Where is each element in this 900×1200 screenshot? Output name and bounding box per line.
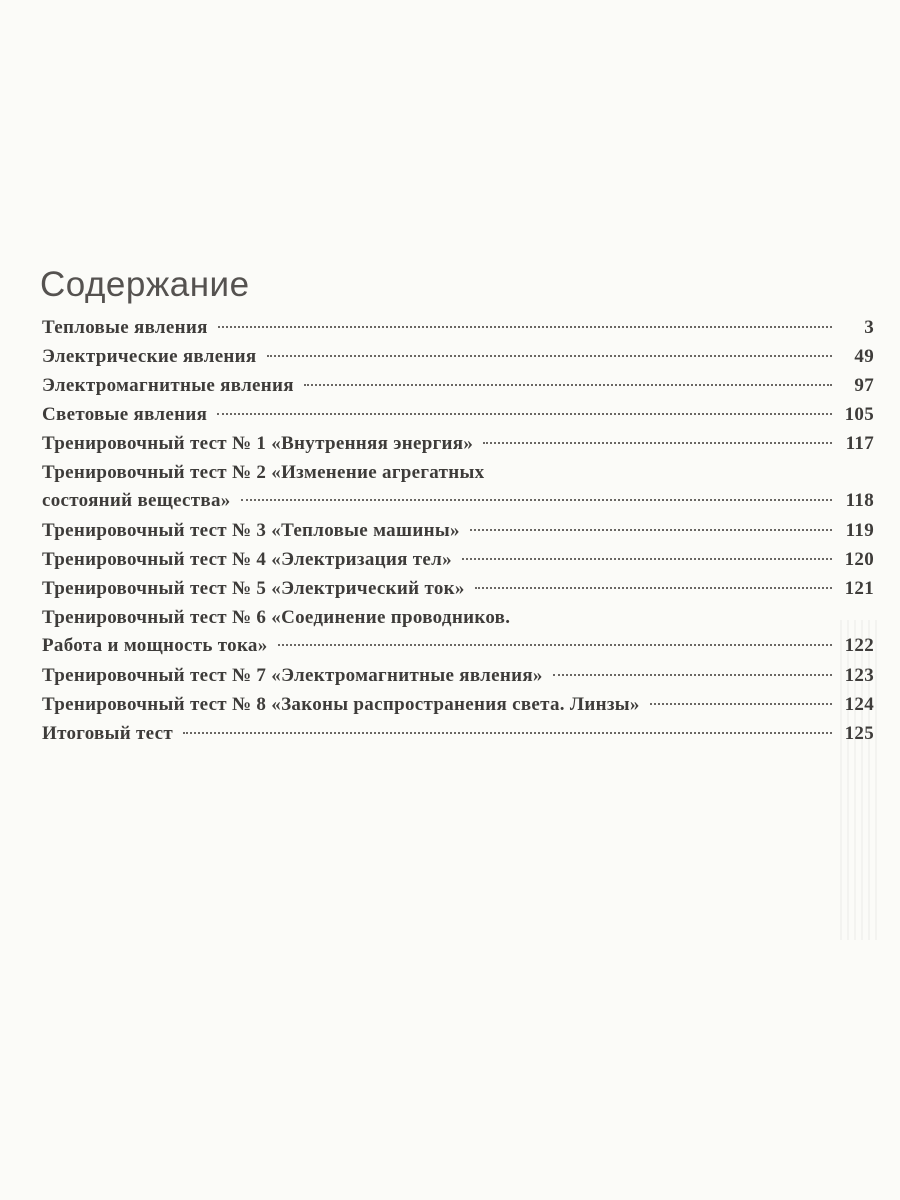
toc-entry-title-continuation: состояний вещества» — [42, 490, 231, 511]
toc-page-number: 125 — [844, 723, 874, 744]
toc-entry — [42, 343, 874, 371]
toc-entry-title: Световые явления — [42, 404, 208, 425]
toc-entry — [42, 662, 874, 690]
toc-entry-title: Тренировочный тест № 7 «Электромагнитные явления» — [42, 665, 543, 686]
toc-entry — [42, 372, 874, 400]
toc-entry-title: Тренировочный тест № 6 «Соединение проводников. — [42, 607, 511, 628]
toc-page-number: 117 — [845, 433, 874, 454]
toc-entry-title: Электрические явления — [42, 346, 257, 367]
toc-page-number: 120 — [844, 549, 874, 570]
toc-entry — [42, 604, 874, 660]
toc-entry — [42, 691, 874, 719]
toc-entry — [42, 314, 874, 342]
dot-leader — [462, 558, 832, 560]
dot-leader — [278, 644, 832, 646]
toc-entry — [42, 546, 874, 574]
toc-entry-title-continuation: Работа и мощность тока» — [42, 635, 268, 656]
dot-leader — [241, 499, 832, 501]
toc-entry-title: Тренировочный тест № 3 «Тепловые машины» — [42, 520, 460, 541]
toc-entry — [42, 430, 874, 458]
toc-entry — [42, 720, 874, 748]
toc-entry — [42, 517, 874, 545]
toc-page-number: 105 — [844, 404, 874, 425]
toc-page-number: 97 — [854, 375, 874, 396]
page-title: Содержание — [40, 265, 250, 304]
table-of-contents — [42, 314, 874, 749]
toc-page-number: 49 — [854, 346, 874, 367]
toc-entry-title: Тренировочный тест № 2 «Изменение агрегатных — [42, 462, 485, 483]
toc-page-number: 121 — [844, 578, 874, 599]
toc-entry-title: Тренировочный тест № 5 «Электрический ток» — [42, 578, 465, 599]
toc-entry-title: Тренировочный тест № 4 «Электризация тел» — [42, 549, 452, 570]
toc-entry-title: Итоговый тест — [42, 723, 173, 744]
toc-page-number: 118 — [845, 490, 874, 511]
toc-entry — [42, 401, 874, 429]
dot-leader — [218, 326, 832, 328]
dot-leader — [470, 529, 832, 531]
toc-entry — [42, 459, 874, 515]
dot-leader — [483, 442, 832, 444]
toc-page-number: 124 — [844, 694, 874, 715]
dot-leader — [650, 703, 832, 705]
toc-entry — [42, 575, 874, 603]
toc-entry-title: Электромагнитные явления — [42, 375, 294, 396]
dot-leader — [304, 384, 832, 386]
toc-entry-title: Тепловые явления — [42, 317, 208, 338]
dot-leader — [475, 587, 832, 589]
toc-page-number: 123 — [844, 665, 874, 686]
toc-page-number: 122 — [844, 635, 874, 656]
dot-leader — [267, 355, 832, 357]
toc-entry-title: Тренировочный тест № 1 «Внутренняя энергия» — [42, 433, 474, 454]
dot-leader — [217, 413, 832, 415]
toc-entry-title: Тренировочный тест № 8 «Законы распространения света. Линзы» — [42, 694, 640, 715]
toc-page-number: 119 — [845, 520, 874, 541]
dot-leader — [553, 674, 832, 676]
dot-leader — [183, 732, 832, 734]
toc-page-number: 3 — [864, 317, 874, 338]
